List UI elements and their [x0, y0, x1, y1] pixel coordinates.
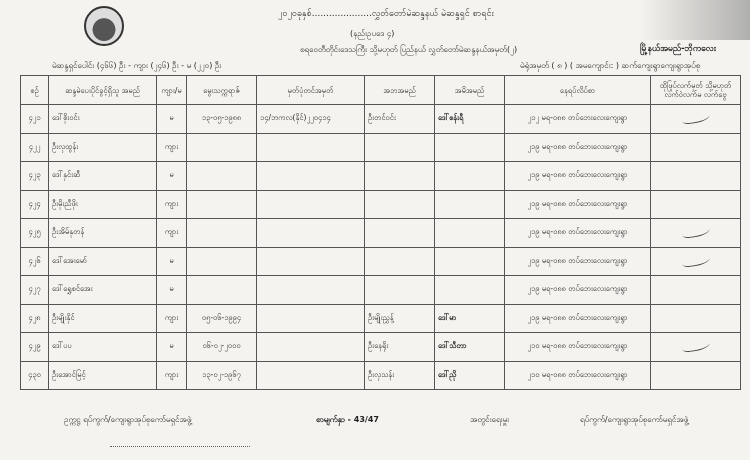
cell-gender: မ: [157, 247, 187, 276]
cell-name: ဦးလှထွန်း: [49, 133, 157, 162]
column-header: မွေးသက္ကရာဇ်: [187, 76, 257, 105]
table-row: [21, 361, 741, 390]
cell-signature: [651, 190, 741, 219]
cell-father: [365, 190, 435, 219]
cell-mother: [435, 133, 505, 162]
cell-mother: [435, 219, 505, 248]
table-row: [21, 333, 741, 362]
cell-no: ၄၂၈: [21, 304, 49, 333]
cell-address: ၂၁၉ မရ-၀၈၈ တပ်ဘေးလေးကျေးရွာ: [505, 247, 651, 276]
document-title: ၂၀၂၀ခုနှစ်.....................လွှတ်တော်မဲဆန္ဒနယ် မဲဆန္ဒရှင် စာရင်း: [278, 9, 494, 19]
cell-signature: [651, 304, 741, 333]
cell-gender: မ: [157, 333, 187, 362]
cell-nrc: [257, 219, 365, 248]
cell-nrc: [257, 304, 365, 333]
cell-father: ဦးနေရိုး: [365, 333, 435, 362]
column-header: နေရပ်လိပ်စာ: [505, 76, 651, 105]
column-header: ကျား/မ: [157, 76, 187, 105]
document-subtitle: (နည်းဥပဒေ ၄): [350, 29, 395, 38]
cell-name: ဒေါ်အေးမော်: [49, 247, 157, 276]
cell-father: [365, 247, 435, 276]
cell-name: ဦးမျိုးနိုင်: [49, 304, 157, 333]
scan-shadow: [640, 0, 750, 40]
cell-mother: [435, 162, 505, 191]
cell-name: ဒေါ်နှင်းဆီ: [49, 162, 157, 191]
cell-name: ဒေါ်ရွှေစင်အေး: [49, 276, 157, 305]
table-body: [21, 105, 741, 390]
cell-signature: [651, 105, 741, 134]
cell-gender: ကျား: [157, 133, 187, 162]
handwritten-signature-icon: [681, 224, 710, 239]
cell-signature: [651, 276, 741, 305]
cell-gender: ကျား: [157, 219, 187, 248]
footer-secretary: အတွင်းရေးမှူး: [470, 415, 510, 424]
cell-no: ၄၂၃: [21, 162, 49, 191]
cell-mother: [435, 276, 505, 305]
table-header-row: [21, 76, 741, 105]
cell-mother: [435, 190, 505, 219]
voter-count-info: မဲဆန္ဒရှင်ပေါင်း (၄၆၆) ဦး - ကျား (၂၄၆) ဦး - မ (၂၂၀) ဦး: [52, 61, 222, 70]
cell-dob: [187, 133, 257, 162]
cell-father: [365, 162, 435, 191]
cell-gender: ကျား: [157, 190, 187, 219]
cell-dob: [187, 276, 257, 305]
cell-nrc: ၁၄/ဘကလ(နိုင်)၂၂၀၄၁၄: [257, 105, 365, 134]
cell-address: ၂၁၉ မရ-၀၈၈ တပ်ဘေးလေးကျေးရွာ: [505, 219, 651, 248]
cell-nrc: [257, 190, 365, 219]
polling-station-info: မဲရုံအမှတ် ( ၈ ) ( အမကျောင်း: ) ဆက်ကျေးရွာကျေးရွာအုပ်စု: [520, 61, 701, 70]
voter-table: [20, 75, 741, 390]
cell-signature: [651, 162, 741, 191]
table-row: [21, 133, 741, 162]
cell-dob: [187, 247, 257, 276]
cell-dob: ၁၃-၀၅-၁၉၈၈: [187, 105, 257, 134]
footer-dotted-line: [110, 446, 250, 449]
cell-father: [365, 219, 435, 248]
cell-dob: [187, 190, 257, 219]
cell-father: ဦးလှသန်း: [365, 361, 435, 390]
cell-mother: [435, 247, 505, 276]
table-row: [21, 304, 741, 333]
column-header: ထိုဖြုပ်လက်မှတ် သို့မဟုတ် လက်ဝဲလက်မ လက်ဗွေ: [651, 76, 741, 105]
cell-signature: [651, 133, 741, 162]
cell-dob: ၀၆-၀၂-၂၀၀၀: [187, 333, 257, 362]
cell-gender: ကျား: [157, 304, 187, 333]
handwritten-signature-icon: [681, 110, 710, 125]
cell-name: ဒေါ်ပပ: [49, 333, 157, 362]
handwritten-signature-icon: [681, 253, 710, 268]
column-header: စဉ်: [21, 76, 49, 105]
cell-mother: ဒေါ်စန်းရီ: [435, 105, 505, 134]
footer-chair: ဥက္ကဋ္ဌ ရပ်ကွက်/ကျေးရွာအုပ်စုကော်မရှင်အဖွဲ့: [64, 415, 192, 424]
cell-mother: ဒေါ်သီတာ: [435, 333, 505, 362]
cell-father: ဦးတင်ဝင်း: [365, 105, 435, 134]
cell-address: ၂၁၂ မရ-၀၈၈ တပ်ဘေးလေးကျေးရွာ: [505, 105, 651, 134]
cell-address: ၂၁၉ မရ-၀၈၈ တပ်ဘေးလေးကျေးရွာ: [505, 276, 651, 305]
cell-nrc: [257, 247, 365, 276]
cell-gender: မ: [157, 162, 187, 191]
cell-name: ဦးမိုးညီဖိုး: [49, 190, 157, 219]
cell-address: ၂၁၀ မရ-၀၈၈ တပ်ဘေးလေးကျေးရွာ: [505, 333, 651, 362]
township-name: မြို့နယ်အမည်-ဘိုကလေး: [640, 44, 716, 54]
column-header: အမိအမည်: [435, 76, 505, 105]
cell-no: ၄၂၉: [21, 333, 49, 362]
region-line: စရဝေတီတိုင်းဒေသကြီး သို့မဟုတ် ပြည်နယ် လွှတ်တော်မဲဆန္ဒနယ်အမှတ်(၂): [300, 45, 518, 54]
cell-father: [365, 276, 435, 305]
column-header: ဆန္ဒမဲပေးပိုင်ခွင့်ရှိသူ အမည်: [49, 76, 157, 105]
cell-signature: [651, 247, 741, 276]
commission-seal-icon: [84, 6, 124, 46]
cell-no: ၄၂၅: [21, 219, 49, 248]
table-row: [21, 190, 741, 219]
cell-address: ၂၁၉ မရ-၀၈၈ တပ်ဘေးလေးကျေးရွာ: [505, 190, 651, 219]
table-row: [21, 162, 741, 191]
table-row: [21, 276, 741, 305]
handwritten-signature-icon: [681, 338, 710, 353]
cell-dob: ၀၅-၀၆-၁၉၉၄: [187, 304, 257, 333]
cell-gender: မ: [157, 105, 187, 134]
cell-signature: [651, 333, 741, 362]
cell-mother: ဒေါ်ညို: [435, 361, 505, 390]
cell-mother: ဒေါ်မာ: [435, 304, 505, 333]
cell-nrc: [257, 361, 365, 390]
cell-dob: ၁၃-၀၂-၁၉၆၇: [187, 361, 257, 390]
cell-signature: [651, 361, 741, 390]
table-row: [21, 219, 741, 248]
cell-nrc: [257, 276, 365, 305]
page-number: စာမျက်နှာ - 43/47: [316, 415, 379, 424]
cell-address: ၂၁၉ မရ-၀၈၈ တပ်ဘေးလေးကျေးရွာ: [505, 133, 651, 162]
column-header: မှတ်ပုံတင်အမှတ်: [257, 76, 365, 105]
cell-no: ၄၂၁: [21, 105, 49, 134]
cell-dob: [187, 219, 257, 248]
cell-nrc: [257, 133, 365, 162]
cell-nrc: [257, 162, 365, 191]
cell-dob: [187, 162, 257, 191]
cell-address: ၂၁၉ မရ-၀၈၈ တပ်ဘေးလေးကျေးရွာ: [505, 304, 651, 333]
cell-name: ဒေါ်စိုးဝင်း: [49, 105, 157, 134]
cell-nrc: [257, 333, 365, 362]
cell-no: ၄၂၆: [21, 247, 49, 276]
table-row: [21, 105, 741, 134]
cell-address: ၂၁၀ မရ-၀၈၈ တပ်ဘေးလေးကျေးရွာ: [505, 361, 651, 390]
cell-name: ဦးအိမ်နုတန်: [49, 219, 157, 248]
footer-committee: ရပ်ကွက်/ကျေးရွာအုပ်စုကော်မရှင်အဖွဲ့: [580, 415, 689, 424]
cell-father: [365, 133, 435, 162]
table-row: [21, 247, 741, 276]
cell-no: ၄၂၄: [21, 190, 49, 219]
cell-gender: မ: [157, 276, 187, 305]
cell-no: ၄၂၂: [21, 133, 49, 162]
column-header: အဘအမည်: [365, 76, 435, 105]
cell-address: ၂၁၉ မရ-၀၈၈ တပ်ဘေးလေးကျေးရွာ: [505, 162, 651, 191]
cell-gender: ကျား: [157, 361, 187, 390]
cell-no: ၄၂၇: [21, 276, 49, 305]
cell-no: ၄၃၀: [21, 361, 49, 390]
cell-father: ဦးမျိုးညွှန့်: [365, 304, 435, 333]
cell-name: ဦးအောင်မြင့်: [49, 361, 157, 390]
cell-signature: [651, 219, 741, 248]
